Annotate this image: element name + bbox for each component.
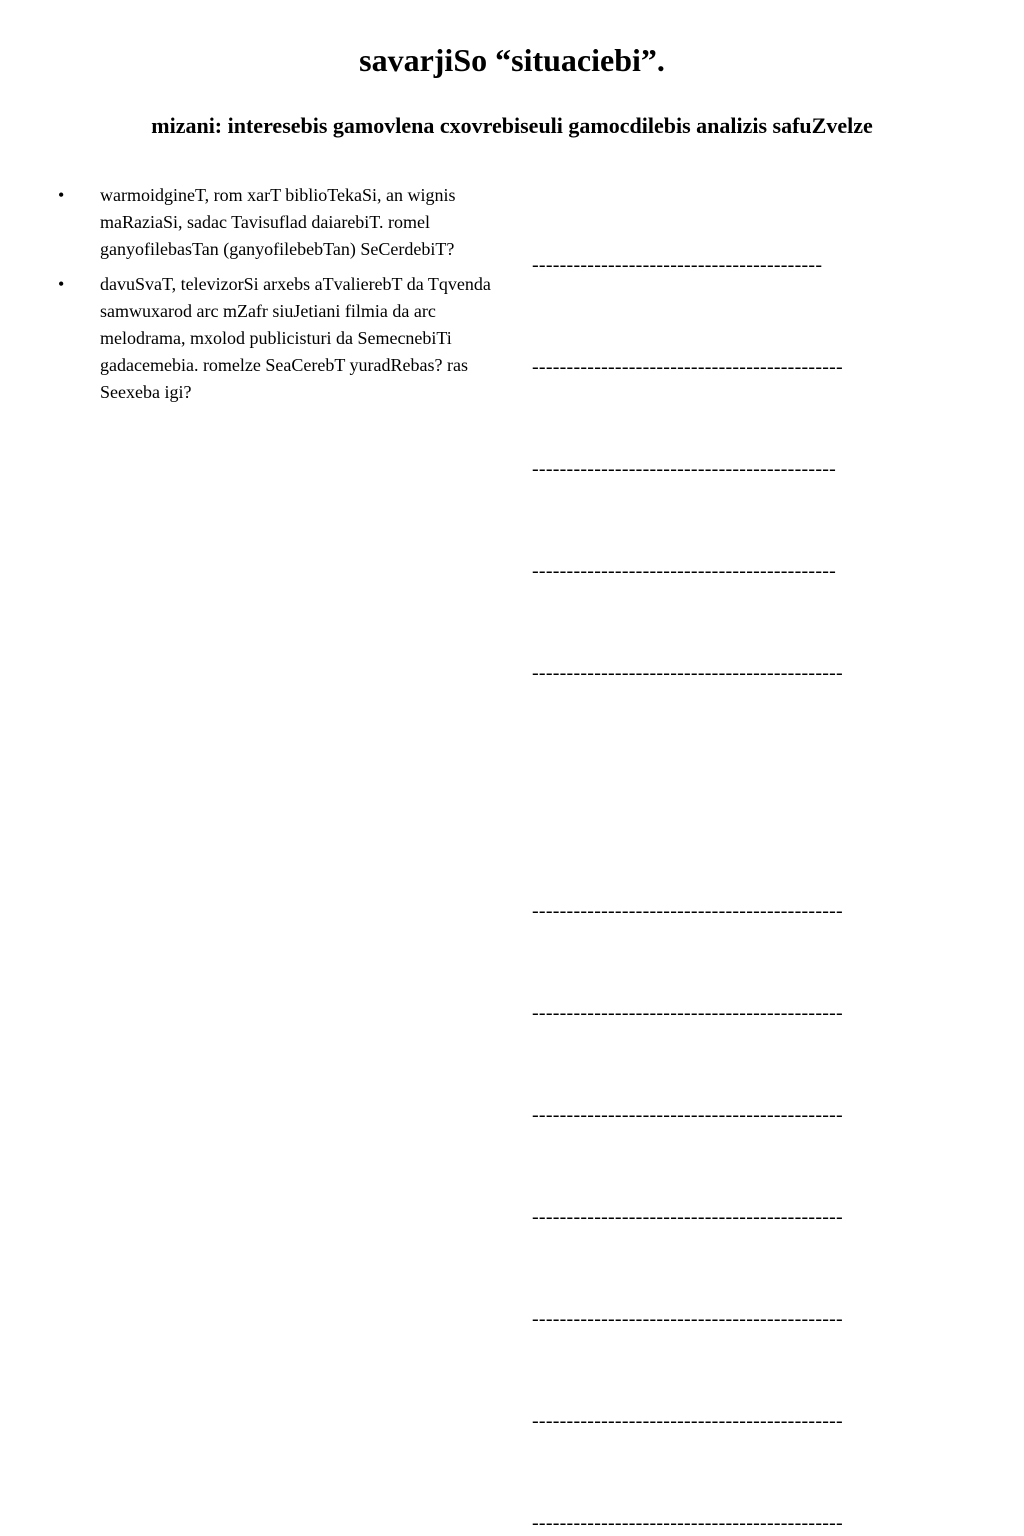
answer-line: --------------------------------------------- xyxy=(532,1512,843,1534)
answer-line: --------------------------------------------- xyxy=(532,356,843,378)
line-group-spacer xyxy=(532,758,972,826)
answer-lines xyxy=(532,180,972,1536)
bullet-marker: • xyxy=(58,185,65,205)
bullet-text: davuSvaT, televizorSi arxebs aTvalierebT da Tqvenda samwuxarod arc mZafr siuJetiani filmia da arc melodrama, mxolod publicisturi da SemecnebiTi gadacemebia. romelze SeaCerebT yuradRebas? ras Seexeba igi? xyxy=(100,274,491,402)
slide-title: savarjiSo “situaciebi”. xyxy=(359,42,665,78)
answer-line: ------------------------------------------ xyxy=(532,254,823,276)
answer-line: --------------------------------------------- xyxy=(532,1002,843,1024)
answer-line: --------------------------------------------- xyxy=(532,1308,843,1330)
answer-line: --------------------------------------------- xyxy=(532,1104,843,1126)
bullet-text: warmoidgineT, rom xarT biblioTekaSi, an wignis maRaziaSi, sadac Tavisuflad daiarebiT. romel ganyofilebasTan (ganyofilebebTan) SeCerdebiT? xyxy=(100,185,456,259)
answer-line: --------------------------------------------- xyxy=(532,662,843,684)
list-item xyxy=(58,182,498,263)
answer-line: --------------------------------------------- xyxy=(532,900,843,922)
slide-subtitle: mizani: interesebis gamovlena cxovrebiseuli gamocdilebis analizis safuZvelze xyxy=(151,113,873,138)
answer-line: --------------------------------------------- xyxy=(532,1410,843,1432)
answer-line: -------------------------------------------- xyxy=(532,458,837,480)
answer-line: -------------------------------------------- xyxy=(532,560,837,582)
bullet-marker: • xyxy=(58,274,65,294)
list-item xyxy=(58,271,498,406)
bullet-list xyxy=(58,182,498,414)
answer-line: --------------------------------------------- xyxy=(532,1206,843,1228)
